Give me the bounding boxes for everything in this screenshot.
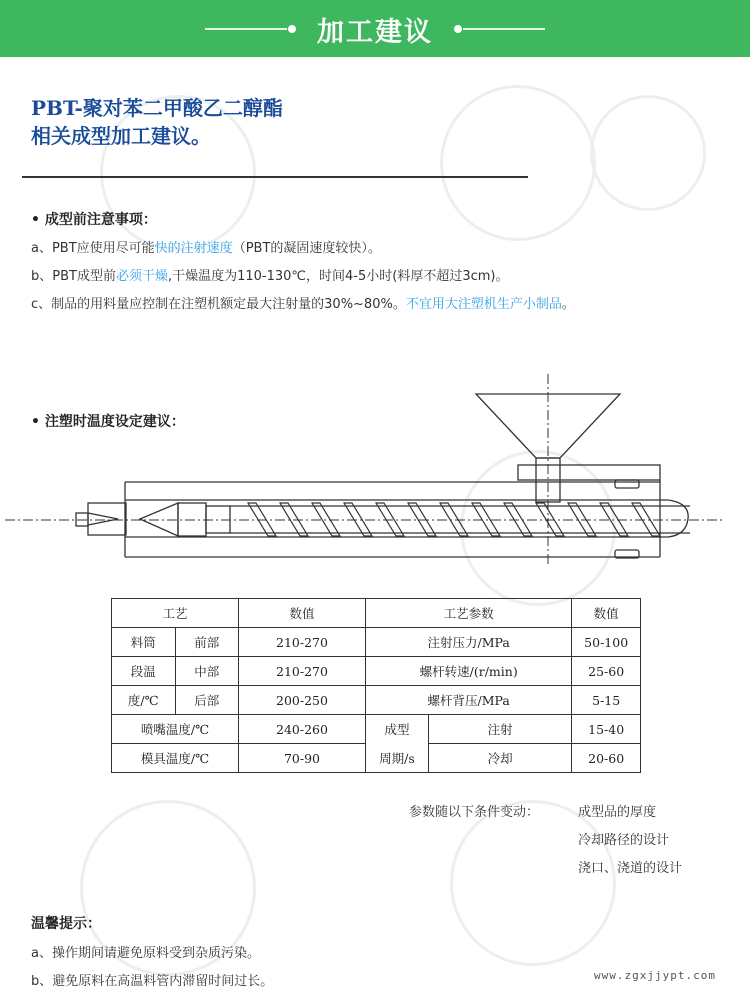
table-cell: 成型 [366,715,429,744]
note-item-c: c、制品的用料量应控制在注塑机额定最大注射量的30%~80%。不宜用大注塑机生产小制品。 [31,297,575,312]
table-cell: 螺杆转速/(r/min) [366,657,572,686]
header-banner [0,0,750,57]
process-parameter-table [111,598,641,773]
table-cell: 210-270 [239,628,366,657]
tips-title: 温馨提示： [31,916,101,932]
condition-item: 冷却路径的设计 [578,833,670,848]
tip-item: b、避免原料在高温料管内滞留时间过长。 [31,974,274,989]
condition-item: 浇口、浇道的设计 [578,861,683,876]
note-item-a: a、PBT应使用尽可能快的注射速度（PBT的凝固速度较快）。 [31,241,381,256]
table-cell: 段温 [112,657,176,686]
table-row [112,715,641,744]
note-highlight: 快的注射速度 [154,241,233,256]
note-highlight: 必须干燥 [115,269,168,284]
table-cell: 200-250 [239,686,366,715]
heading-divider [22,176,528,178]
site-url: www.zgxjjypt.com [594,969,716,982]
table-row [112,686,641,715]
table-row [112,657,641,686]
table-cell: 5-15 [572,686,641,715]
temperature-section-title: • 注塑时温度设定建议： [31,414,185,430]
injection-machine-diagram [0,372,750,572]
table-cell: 注射压力/MPa [366,628,572,657]
table-header-cell: 数值 [572,599,641,628]
conditions-label: 参数随以下条件变动： [409,805,540,820]
table-row [112,744,641,773]
watermark-seal [440,85,596,241]
table-row [112,628,641,657]
watermark-seal [590,95,706,211]
table-header-cell: 数值 [239,599,366,628]
table-cell: 注射 [429,715,572,744]
note-item-b: b、PBT成型前必须干燥,干燥温度为110-130℃，时间4-5小时(料厚不超过3cm)。 [31,269,509,284]
heading-line-1: PBT-聚对苯二甲酸乙二醇酯 [31,96,283,120]
watermark-seal [450,800,616,966]
table-cell: 20-60 [572,744,641,773]
table-cell: 240-260 [239,715,366,744]
table-cell: 冷却 [429,744,572,773]
table-cell: 50-100 [572,628,641,657]
table-cell: 螺杆背压/MPa [366,686,572,715]
table-cell: 模具温度/℃ [112,744,239,773]
heading-line-2: 相关成型加工建议。 [31,124,211,148]
table-cell: 料筒 [112,628,176,657]
condition-item: 成型品的厚度 [578,805,657,820]
table-cell: 周期/s [366,744,429,773]
table-cell: 后部 [175,686,239,715]
page-heading [31,94,283,150]
table-header-cell: 工艺参数 [366,599,572,628]
table-cell: 前部 [175,628,239,657]
pre-molding-title: • 成型前注意事项： [31,212,157,228]
table-cell: 度/℃ [112,686,176,715]
note-highlight: 不宜用大注塑机生产小制品 [405,297,562,312]
table-cell: 25-60 [572,657,641,686]
banner-title: 加工建议 [317,17,433,48]
table-cell: 70-90 [239,744,366,773]
table-cell: 15-40 [572,715,641,744]
tip-item: a、操作期间请避免原料受到杂质污染。 [31,946,260,961]
table-cell: 210-270 [239,657,366,686]
table-cell: 喷嘴温度/℃ [112,715,239,744]
table-cell: 中部 [175,657,239,686]
table-header-cell: 工艺 [112,599,239,628]
table-header-row [112,599,641,628]
banner-dot-right [454,25,462,33]
